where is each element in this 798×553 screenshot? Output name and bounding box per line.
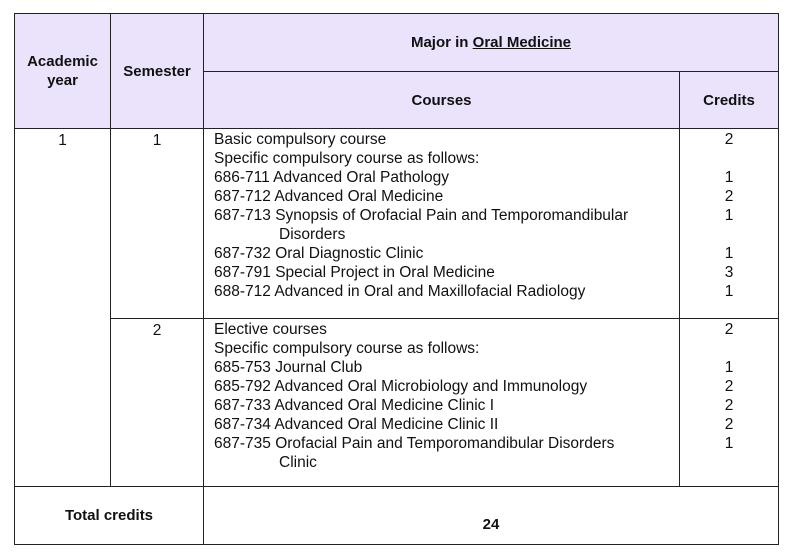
credit-value: 2 bbox=[724, 131, 734, 148]
major-prefix: Major in bbox=[410, 34, 469, 51]
credit-blank bbox=[680, 225, 778, 244]
semester-cell: 2 bbox=[111, 319, 204, 487]
credit-value: 3 bbox=[724, 264, 734, 281]
credits-header: Credits bbox=[680, 72, 779, 129]
course-line: 687-733 Advanced Oral Medicine Clinic I bbox=[214, 397, 495, 414]
course-line-continued: Disorders bbox=[279, 226, 346, 243]
major-name: Oral Medicine bbox=[472, 34, 572, 51]
credit-value: 1 bbox=[724, 169, 734, 186]
credit-value: 1 bbox=[724, 283, 734, 300]
course-line: 685-753 Journal Club bbox=[214, 359, 363, 376]
credit-value: 1 bbox=[724, 245, 734, 262]
course-line: Specific compulsory course as follows: bbox=[214, 150, 480, 167]
credit-value: 2 bbox=[724, 188, 734, 205]
total-credits-value: 24 bbox=[204, 487, 779, 545]
course-line: 687-735 Orofacial Pain and Temporomandibular Disorders bbox=[214, 435, 615, 452]
courses-header: Courses bbox=[204, 72, 680, 129]
credit-value: 1 bbox=[724, 359, 734, 376]
course-line: 687-734 Advanced Oral Medicine Clinic II bbox=[214, 416, 499, 433]
credit-value: 2 bbox=[724, 416, 734, 433]
curriculum-table bbox=[14, 13, 779, 545]
credits-cell bbox=[680, 319, 779, 487]
credits-cell bbox=[680, 129, 779, 319]
semester-header: Semester bbox=[111, 14, 204, 129]
courses-cell bbox=[204, 319, 680, 487]
course-line: 687-712 Advanced Oral Medicine bbox=[214, 188, 444, 205]
major-header bbox=[204, 14, 779, 72]
course-line: 688-712 Advanced in Oral and Maxillofacial Radiology bbox=[214, 283, 586, 300]
credit-blank bbox=[680, 339, 778, 358]
credit-value: 1 bbox=[724, 435, 734, 452]
credit-value: 1 bbox=[724, 207, 734, 224]
total-credits-label: Total credits bbox=[15, 487, 204, 545]
credit-value: 2 bbox=[724, 397, 734, 414]
credit-blank bbox=[680, 149, 778, 168]
courses-cell bbox=[204, 129, 680, 319]
course-line: Basic compulsory course bbox=[214, 131, 387, 148]
course-line: Elective courses bbox=[214, 321, 327, 338]
credit-value: 2 bbox=[724, 378, 734, 395]
course-line: Specific compulsory course as follows: bbox=[214, 340, 480, 357]
course-line: 687-791 Special Project in Oral Medicine bbox=[214, 264, 495, 281]
course-line: 686-711 Advanced Oral Pathology bbox=[214, 169, 449, 186]
course-line-continued: Clinic bbox=[279, 454, 317, 471]
semester-cell: 1 bbox=[111, 129, 204, 319]
course-line: 685-792 Advanced Oral Microbiology and Immunology bbox=[214, 378, 588, 395]
course-line: 687-713 Synopsis of Orofacial Pain and Temporomandibular bbox=[214, 207, 629, 224]
academic-year-header: Academic year bbox=[15, 14, 111, 129]
credit-value: 2 bbox=[724, 321, 734, 338]
academic-year-cell: 1 bbox=[15, 129, 111, 487]
course-line: 687-732 Oral Diagnostic Clinic bbox=[214, 245, 424, 262]
